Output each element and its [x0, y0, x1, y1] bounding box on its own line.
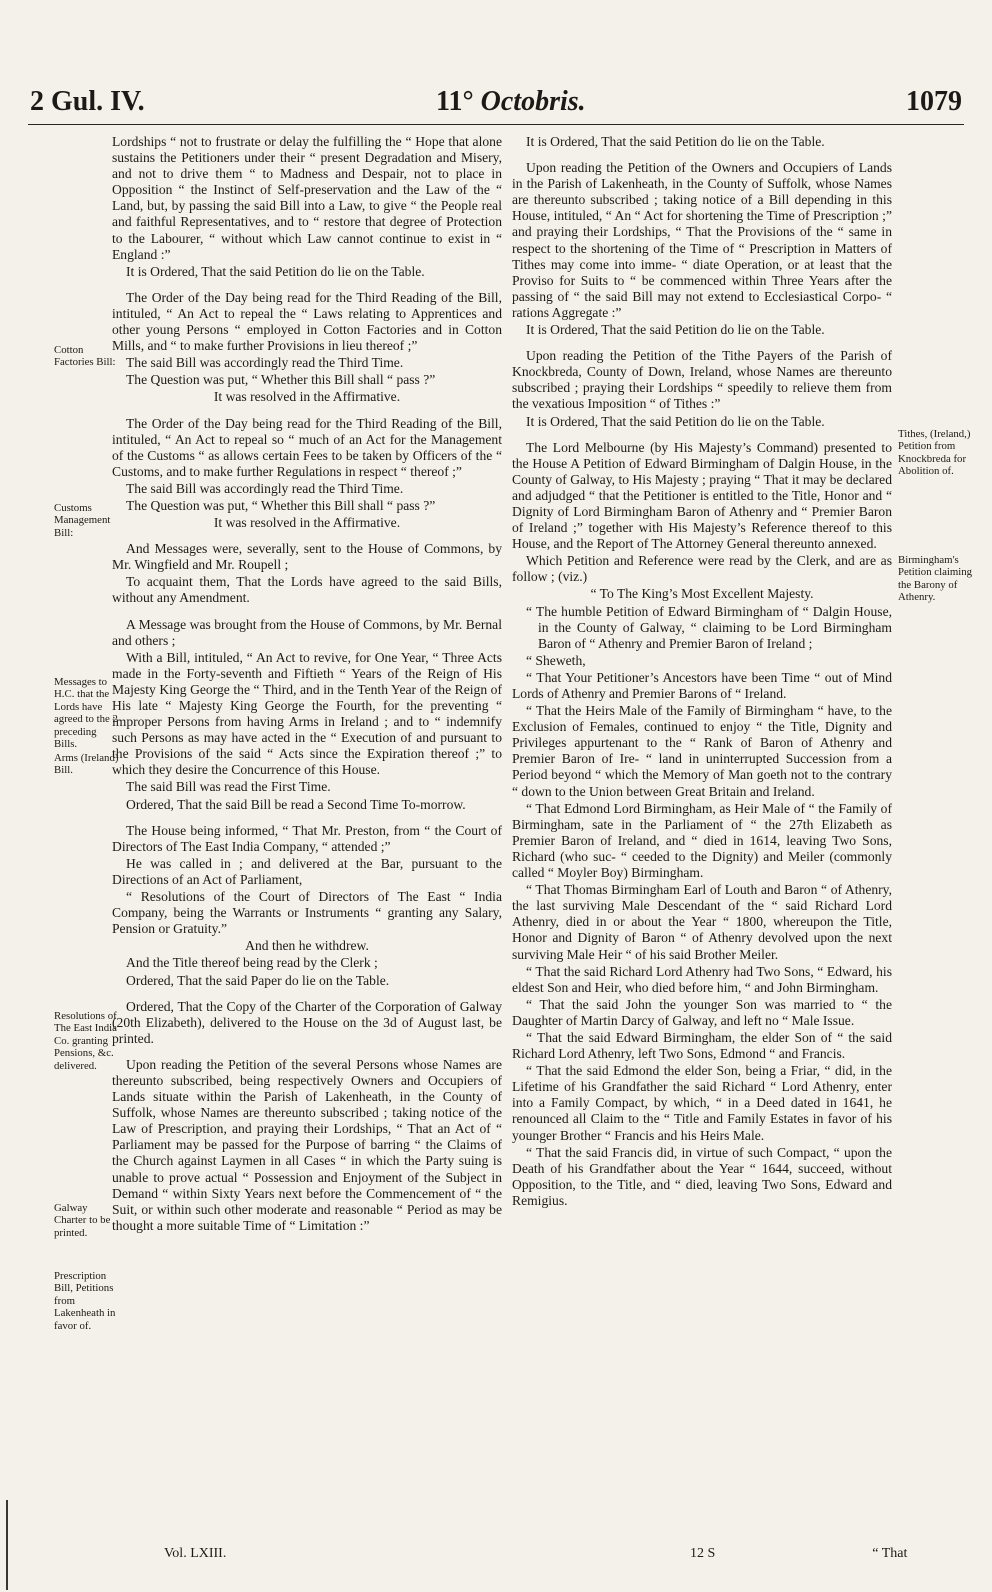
paragraph: “ That the said Edward Birmingham, the elder Son of “ the said Richard Lord Athenry, left Two Sons, Edmond “ and Francis. — [512, 1029, 892, 1062]
date-month: Octobris. — [480, 86, 586, 117]
margin-note: Resolutions of The East India Co. granting Pensions, &c. delivered. — [54, 1010, 117, 1072]
paragraph: It is Ordered, That the said Petition do lie on the Table. — [526, 413, 825, 429]
paragraph: And the Title thereof being read by the Clerk ; — [126, 955, 378, 971]
binding-line — [6, 1500, 8, 1590]
margin-note: Customs Management Bill: — [54, 502, 111, 539]
paragraph: The House being informed, “ That Mr. Preston, from “ the Court of Directors of The East India Company, “ attended ;” — [112, 822, 502, 854]
date-day: 11° — [436, 86, 474, 117]
left-column — [112, 134, 502, 1235]
paragraph: Lordships “ not to frustrate or delay the fulfilling the “ Hope that alone sustains the Petitioners under their “ present Degradation and Misery, and not to drive them “ to Madness and Despair, not to place in Opposition “ the Instinct of Self-preservation and the Law of the “ Land, but, by passing the said Bill into a Law, to give “ the People real and faithful Representatives, and to “ restore that degree of Protection to the Labourer, “ without which Law cannot continue to exist in “ England :” — [112, 134, 502, 262]
paragraph: With a Bill, intituled, “ An Act to revive, for One Year, “ Three Acts made in the Forty-seventh and Fiftieth “ Years of the Reign of His Majesty King George the “ Third, and in the Tenth Year of the Reign of His late “ Majesty King George the Fourth, for the preventing “ improper Persons from having Arms in Ireland ; and to “ indemnify such Persons as may have acted in the “ Execution of and pursuant to the Provisions of the said “ Acts since the Expiration thereof ;” to which they desire the Concurrence of this House. — [112, 649, 502, 778]
paragraph: The Order of the Day being read for the Third Reading of the Bill, intituled, “ An Act to repeal the “ Laws relating to Apprentices and other young Persons “ employed in Cotton Factories and in Cotton Mills, and “ to make further Provisions in lieu thereof ;” — [112, 289, 502, 354]
paragraph: Upon reading the Petition of the Tithe Payers of the Parish of Knockbreda, County of Down, Ireland, whose Names are thereunto subscribed ; praying their Lordships “ speedily to relieve them from the vexatious Imposition “ of Tithes :” — [512, 348, 892, 412]
margin-note: Birmingham's Petition claiming the Barony of Athenry. — [898, 554, 973, 604]
paragraph: It was resolved in the Affirmative. — [213, 389, 401, 405]
margin-note: Tithes, (Ireland,) Petition from Knockbreda for Abolition of. — [898, 428, 971, 478]
paragraph: The said Bill was accordingly read the Third Time. — [126, 480, 404, 496]
paragraph: The Order of the Day being read for the Third Reading of the Bill, intituled, “ An Act to repeal so “ much of an Act for the Management of the Customs “ as allows certain Fees to be taken by Officers of the “ Customs, and to make further Regulations in respect “ thereof ;” — [112, 415, 502, 479]
margin-note: Cotton Factories Bill: — [54, 344, 116, 369]
paragraph: To acquaint them, That the Lords have agreed to the said Bills, without any Amendment. — [112, 574, 502, 606]
paragraph: The said Bill was read the First Time. — [126, 779, 331, 795]
paragraph: “ That Edmond Lord Birmingham, as Heir Male of “ the Family of Birmingham, sate in the Parliament of “ the 27th Elizabeth as Premier Baron of Ireland, and “ died in 1614, leaving Two Sons, Richard (who suc- “ ceeded to the Dignity) and Meiler (commonly called “ Moyler Boy) Birmingham. — [512, 800, 892, 881]
margin-note: Messages to H.C. that the Lords have agreed to the 2 preceding Bills. — [54, 676, 118, 751]
paragraph: “ To The King’s Most Excellent Majesty. — [590, 586, 814, 602]
margin-note: Galway Charter to be printed. — [54, 1202, 111, 1239]
paragraph: Ordered, That the said Bill be read a Second Time To-morrow. — [126, 796, 466, 812]
paragraph: He was called in ; and delivered at the Bar, pursuant to the Directions of an Act of Parliament, — [112, 855, 502, 887]
margin-note: Prescription Bill, Petitions from Lakenheath in favor of. — [54, 1270, 116, 1332]
paragraph: “ That the said Francis did, in virtue of such Compact, “ upon the Death of his Grandfather about the Year “ 1644, succeed, without Opposition, to the Title, and “ died, leaving Two Sons, Edward and Remigius. — [512, 1144, 892, 1208]
header-rule — [28, 124, 964, 125]
paragraph: And then he withdrew. — [245, 938, 369, 954]
paragraph: And Messages were, severally, sent to the House of Commons, by Mr. Wingfield and Mr. Roupell ; — [112, 541, 502, 573]
paragraph: “ Resolutions of the Court of Directors of The East “ India Company, being the Warrants or Instruments “ granting any Salary, Pension or Gratuity.” — [112, 889, 502, 937]
paragraph: Upon reading the Petition of the Owners and Occupiers of Lands in the Parish of Lakenheath, in the County of Suffolk, whose Names are thereunto subscribed ; taking notice of a Bill depending in this House, intituled, “ An “ Act for shortening the Time of Prescription ;” and praying their Lordships, “ That the Provisions of the “ same in respect to the shortening of the Time of “ Prescription in Matters of Tithes may come into imme- “ diate Operation, or at least that the Proviso for Suits to “ be commenced within Three Years after the passing of “ the said Bill may not extend to Ecclesiastical Corpo- “ rations Aggregate :” — [512, 160, 892, 320]
paragraph: It is Ordered, That the said Petition do lie on the Table. — [526, 322, 825, 338]
paragraph: “ That the said Richard Lord Athenry had Two Sons, “ Edward, his eldest Son and Heir, who died before him, “ and John Birmingham. — [512, 963, 892, 995]
paragraph: “ That the Heirs Male of the Family of Birmingham “ have, to the Exclusion of Females, continued to enjoy “ the Title, Dignity and Privileges appurtenant to the “ Rank of Baron of Athenry and Premier Baron of Ire- “ land in uninterrupted Succession from a Period beyond “ which the Memory of Man goeth not to the contrary “ down to the Union between Great Britain and Ireland. — [512, 703, 892, 799]
right-column — [512, 134, 892, 1210]
signature-number: 12 S — [690, 1546, 716, 1561]
paragraph: It was resolved in the Affirmative. — [213, 515, 401, 531]
catchword: “ That — [872, 1546, 908, 1561]
paragraph: The Question was put, “ Whether this Bill shall “ pass ?” — [126, 372, 436, 388]
signature-mark — [690, 1546, 907, 1562]
paragraph: Upon reading the Petition of the several Persons whose Names are thereunto subscribed, being respectively Owners and Occupiers of Lands situate within the Parish of Lakenheath, in the County of Suffolk, whose Names are thereunto subscribed ; taking notice of the Law of Prescription, and praying their Lordships, “ That an Act of “ Parliament may be passed for the Purpose of barring “ the Claims of the Church against Laymen in all Cases “ in which the Party suing is unable to prove actual “ Possession and Enjoyment of the Subject in Demand “ within Sixty Years next before the Commencement of “ the Suit, or within such other moderate and reasonable “ Period as may be thought a more suitable Time of “ Limitation :” — [112, 1056, 502, 1233]
paragraph: “ That the said John the younger Son was married to “ the Daughter of Martin Darcy of Galway, and left no “ Male Issue. — [512, 996, 892, 1028]
paragraph: “ That the said Edmond the elder Son, being a Friar, “ did, in the Lifetime of his Grandfather the said Richard “ Lord Athenry, enter into a Family Compact, by which, “ in a Deed dated in 1641, he renounced all Claim to the “ Title and Family Estates in favor of his younger Brother “ Francis and his Heirs Male. — [512, 1063, 892, 1143]
running-head-regnal-year: 2 Gul. IV. — [30, 86, 145, 117]
margin-note: Arms (Ireland) Bill. — [54, 752, 119, 777]
paragraph: “ The humble Petition of Edward Birmingham of “ Dalgin House, in the County of Galway, “ claiming to be Lord Birmingham Baron of “ Athenry and Premier Baron of Ireland ; — [526, 603, 892, 651]
paragraph: “ That Your Petitioner’s Ancestors have been Time “ out of Mind Lords of Athenry and Premier Barons of “ Ireland. — [512, 669, 892, 701]
paragraph: A Message was brought from the House of Commons, by Mr. Bernal and others ; — [112, 616, 502, 648]
volume-footer: Vol. LXIII. — [164, 1546, 227, 1561]
paragraph: “ That Thomas Birmingham Earl of Louth and Baron “ of Athenry, the last surviving Male Descendant of the “ said Richard Lord Athenry, died in or about the Year “ 1800, whereupon the Title, Honor and Dignity of Baron “ of Athenry devolved upon the next surviving Male Heir “ of his said Brother Meiler. — [512, 882, 892, 962]
paragraph: It is Ordered, That the said Petition do lie on the Table. — [126, 263, 425, 279]
paragraph: The Lord Melbourne (by His Majesty’s Command) presented to the House A Petition of Edward Birmingham of Dalgin House, in the County of Galway, to His Majesty ; praying “ That it may be declared and adjudged “ that the Petitioner is entitled to the Title, Honor and “ Dignity of Lord Birmingham Baron of Athenry and “ Premier Baron of Ireland ;” together with His Majesty’s Reference thereof to this House, and the Report of The Attorney General thereunto annexed. — [512, 439, 892, 552]
paragraph: The said Bill was accordingly read the Third Time. — [126, 355, 404, 371]
paragraph: Which Petition and Reference were read by the Clerk, and are as follow ; (viz.) — [512, 553, 892, 585]
paragraph: “ Sheweth, — [526, 652, 586, 668]
paragraph: It is Ordered, That the said Petition do lie on the Table. — [526, 134, 825, 149]
paragraph: Ordered, That the Copy of the Charter of the Corporation of Galway (20th Elizabeth), delivered to the House on the 3d of August last, be printed. — [112, 998, 502, 1046]
paragraph: The Question was put, “ Whether this Bill shall “ pass ?” — [126, 497, 436, 513]
paragraph: Ordered, That the said Paper do lie on the Table. — [126, 972, 390, 988]
page-number: 1079 — [906, 86, 962, 117]
running-head-date — [436, 86, 586, 118]
